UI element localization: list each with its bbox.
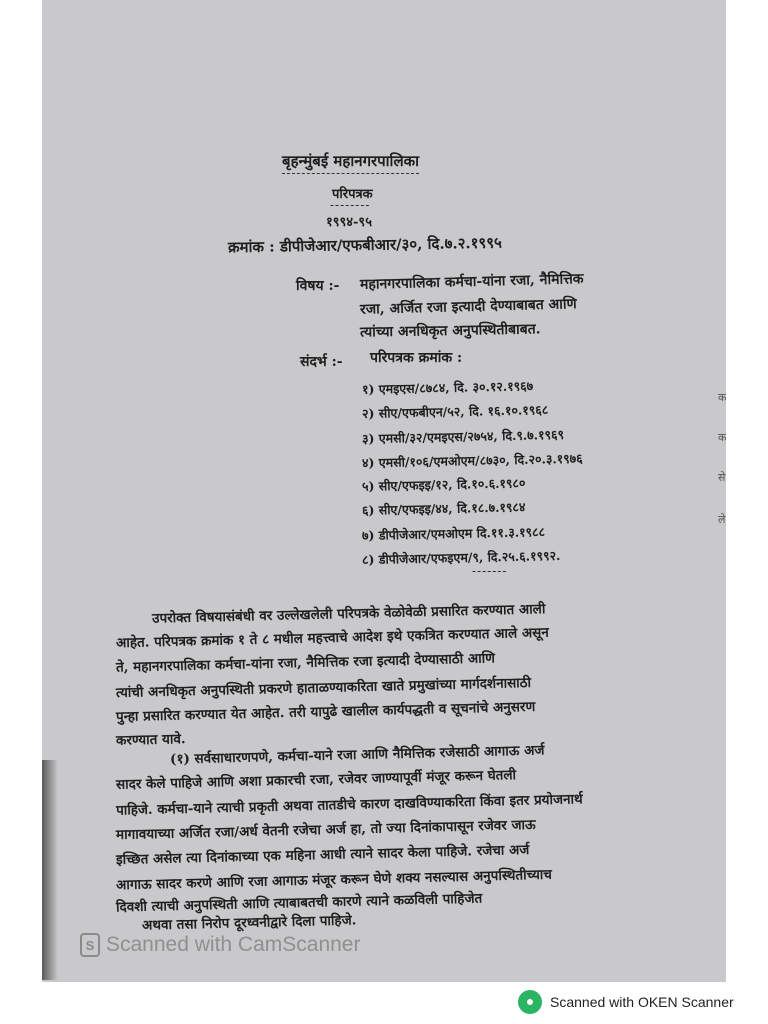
margin-mark: से: [718, 471, 726, 484]
body-line: करण्यात यावे.: [115, 731, 186, 749]
reference-separator: -------: [472, 564, 508, 578]
body-line: उपरोक्त विषयासंबंधी वर उल्लेखलेली परिपत्रके वेळोवेळी प्रसारित करण्यात आली: [151, 601, 546, 627]
oken-scanner-logo-icon: [518, 990, 542, 1014]
oken-scanner-text: Scanned with OKEN Scanner: [550, 994, 734, 1010]
body-line: अथवा तसा निरोप दूरध्वनीद्वारे दिला पाहिजे.: [141, 912, 357, 934]
margin-mark: ले: [718, 513, 726, 526]
body-line: दिवशी त्याची अनुपस्थिती आणि त्याबाबतची कारणे त्याने कळविली पाहिजेत: [115, 890, 483, 916]
subject-line: रजा, अर्जित रजा इत्यादी देण्याबाबत आणि: [359, 296, 577, 318]
document-subtitle: परिपत्रक: [332, 187, 373, 202]
reference-item: ५) सीए/एफइइ/१२, दि.१०.६.१९८०: [361, 475, 526, 494]
body-line: इच्छित असेल त्या दिनांकाच्या एक महिना आधी त्याने सादर केला पाहिजे. रजेचा अर्ज: [115, 841, 530, 869]
document-year: १९९४-९५: [326, 215, 372, 230]
body-line: पाहिजे. कर्मचा-याने त्याची प्रकृती अथवा तातडीचे कारण दाखविण्याकरिता किंवा इतर प्रयोजनार्थ: [115, 791, 583, 819]
body-line: आगाऊ सादर करणे आणि रजा आगाऊ मंजूर करून घेणे शक्य नसल्यास अनुपस्थितीच्याच: [115, 866, 553, 894]
reference-item: ४) एमसी/१०६/एमओएम/८७३०, दि.२०.३.१९७६: [361, 450, 583, 471]
body-line: मागावयाच्या अर्जित रजा/अर्ध वेतनी रजेचा अर्ज हा, तो ज्या दिनांकापासून रजेवर जाऊ: [115, 816, 536, 844]
oken-scanner-watermark: [518, 990, 734, 1014]
camscanner-logo-icon: S: [80, 933, 100, 957]
subject-label: विषय :-: [296, 278, 340, 294]
reference-heading: परिपत्रक क्रमांक :: [370, 350, 463, 366]
circular-number: क्रमांक : डीपीजेआर/एफबीआर/३०, दि.७.२.१९९५: [227, 233, 503, 257]
camscanner-text: Scanned with CamScanner: [106, 933, 361, 956]
scan-edge-shadow: [42, 760, 58, 980]
subtitle-underline: --------: [330, 198, 371, 212]
reference-item: ८) डीपीजेआर/एफइएम/९, दि.२५.६.१९९२.: [361, 547, 561, 568]
subject-line: महानगरपालिका कर्मचा-यांना रजा, नैमित्तिक: [359, 271, 584, 293]
body-line: (१) सर्वसाधारणपणे, कर्मचा-याने रजा आणि नैमित्तिक रजेसाठी आगाऊ अर्ज: [169, 742, 545, 768]
margin-mark: क: [718, 391, 726, 404]
body-line: ते, महानगरपालिका कर्मचा-यांना रजा, नैमित्तिक रजा इत्यादी देण्यासाठी आणि: [115, 650, 496, 676]
body-line: सादर केले पाहिजे आणि अशा प्रकारची रजा, रजेवर जाण्यापूर्वी मंजूर करून घेतली: [115, 767, 517, 793]
reference-item: ७) डीपीजेआर/एमओएम दि.११.३.१९८८: [361, 524, 546, 543]
subject-line: त्यांच्या अनधिकृत अनुपस्थितीबाबत.: [359, 321, 541, 341]
document-title: बृहन्मुंबई महानगरपालिका: [282, 151, 419, 174]
body-line: पुन्हा प्रसारित करण्यात येत आहेत. तरी यापुढे खालील कार्यपद्धती व सूचनांचे अनुसरण: [115, 698, 536, 726]
reference-item: ३) एमसी/३२/एमइएस/२७५४, दि.९.७.१९६९: [361, 426, 565, 447]
margin-mark: क: [718, 431, 726, 444]
reference-item: २) सीए/एफबीएन/५२, दि. १६.१०.१९६८: [361, 402, 549, 421]
body-line: आहेत. परिपत्रक क्रमांक १ ते ८ मधील महत्त्वाचे आदेश इथे एकत्रित करण्यात आले असून: [115, 624, 549, 652]
reference-item: ६) सीए/एफइइ/४४, दि.१८.७.१९८४: [361, 499, 526, 518]
reference-label: संदर्भ :-: [300, 354, 343, 370]
scanned-document-page: [42, 0, 726, 982]
camscanner-watermark: [80, 933, 360, 957]
reference-item: १) एमइएस/८७८४, दि. ३०.१२.१९६७: [361, 378, 534, 397]
body-line: त्यांची अनधिकृत अनुपस्थिती प्रकरणे हाताळण्याकरिता खाते प्रमुखांच्या मार्गदर्शनासाठी: [115, 674, 532, 702]
